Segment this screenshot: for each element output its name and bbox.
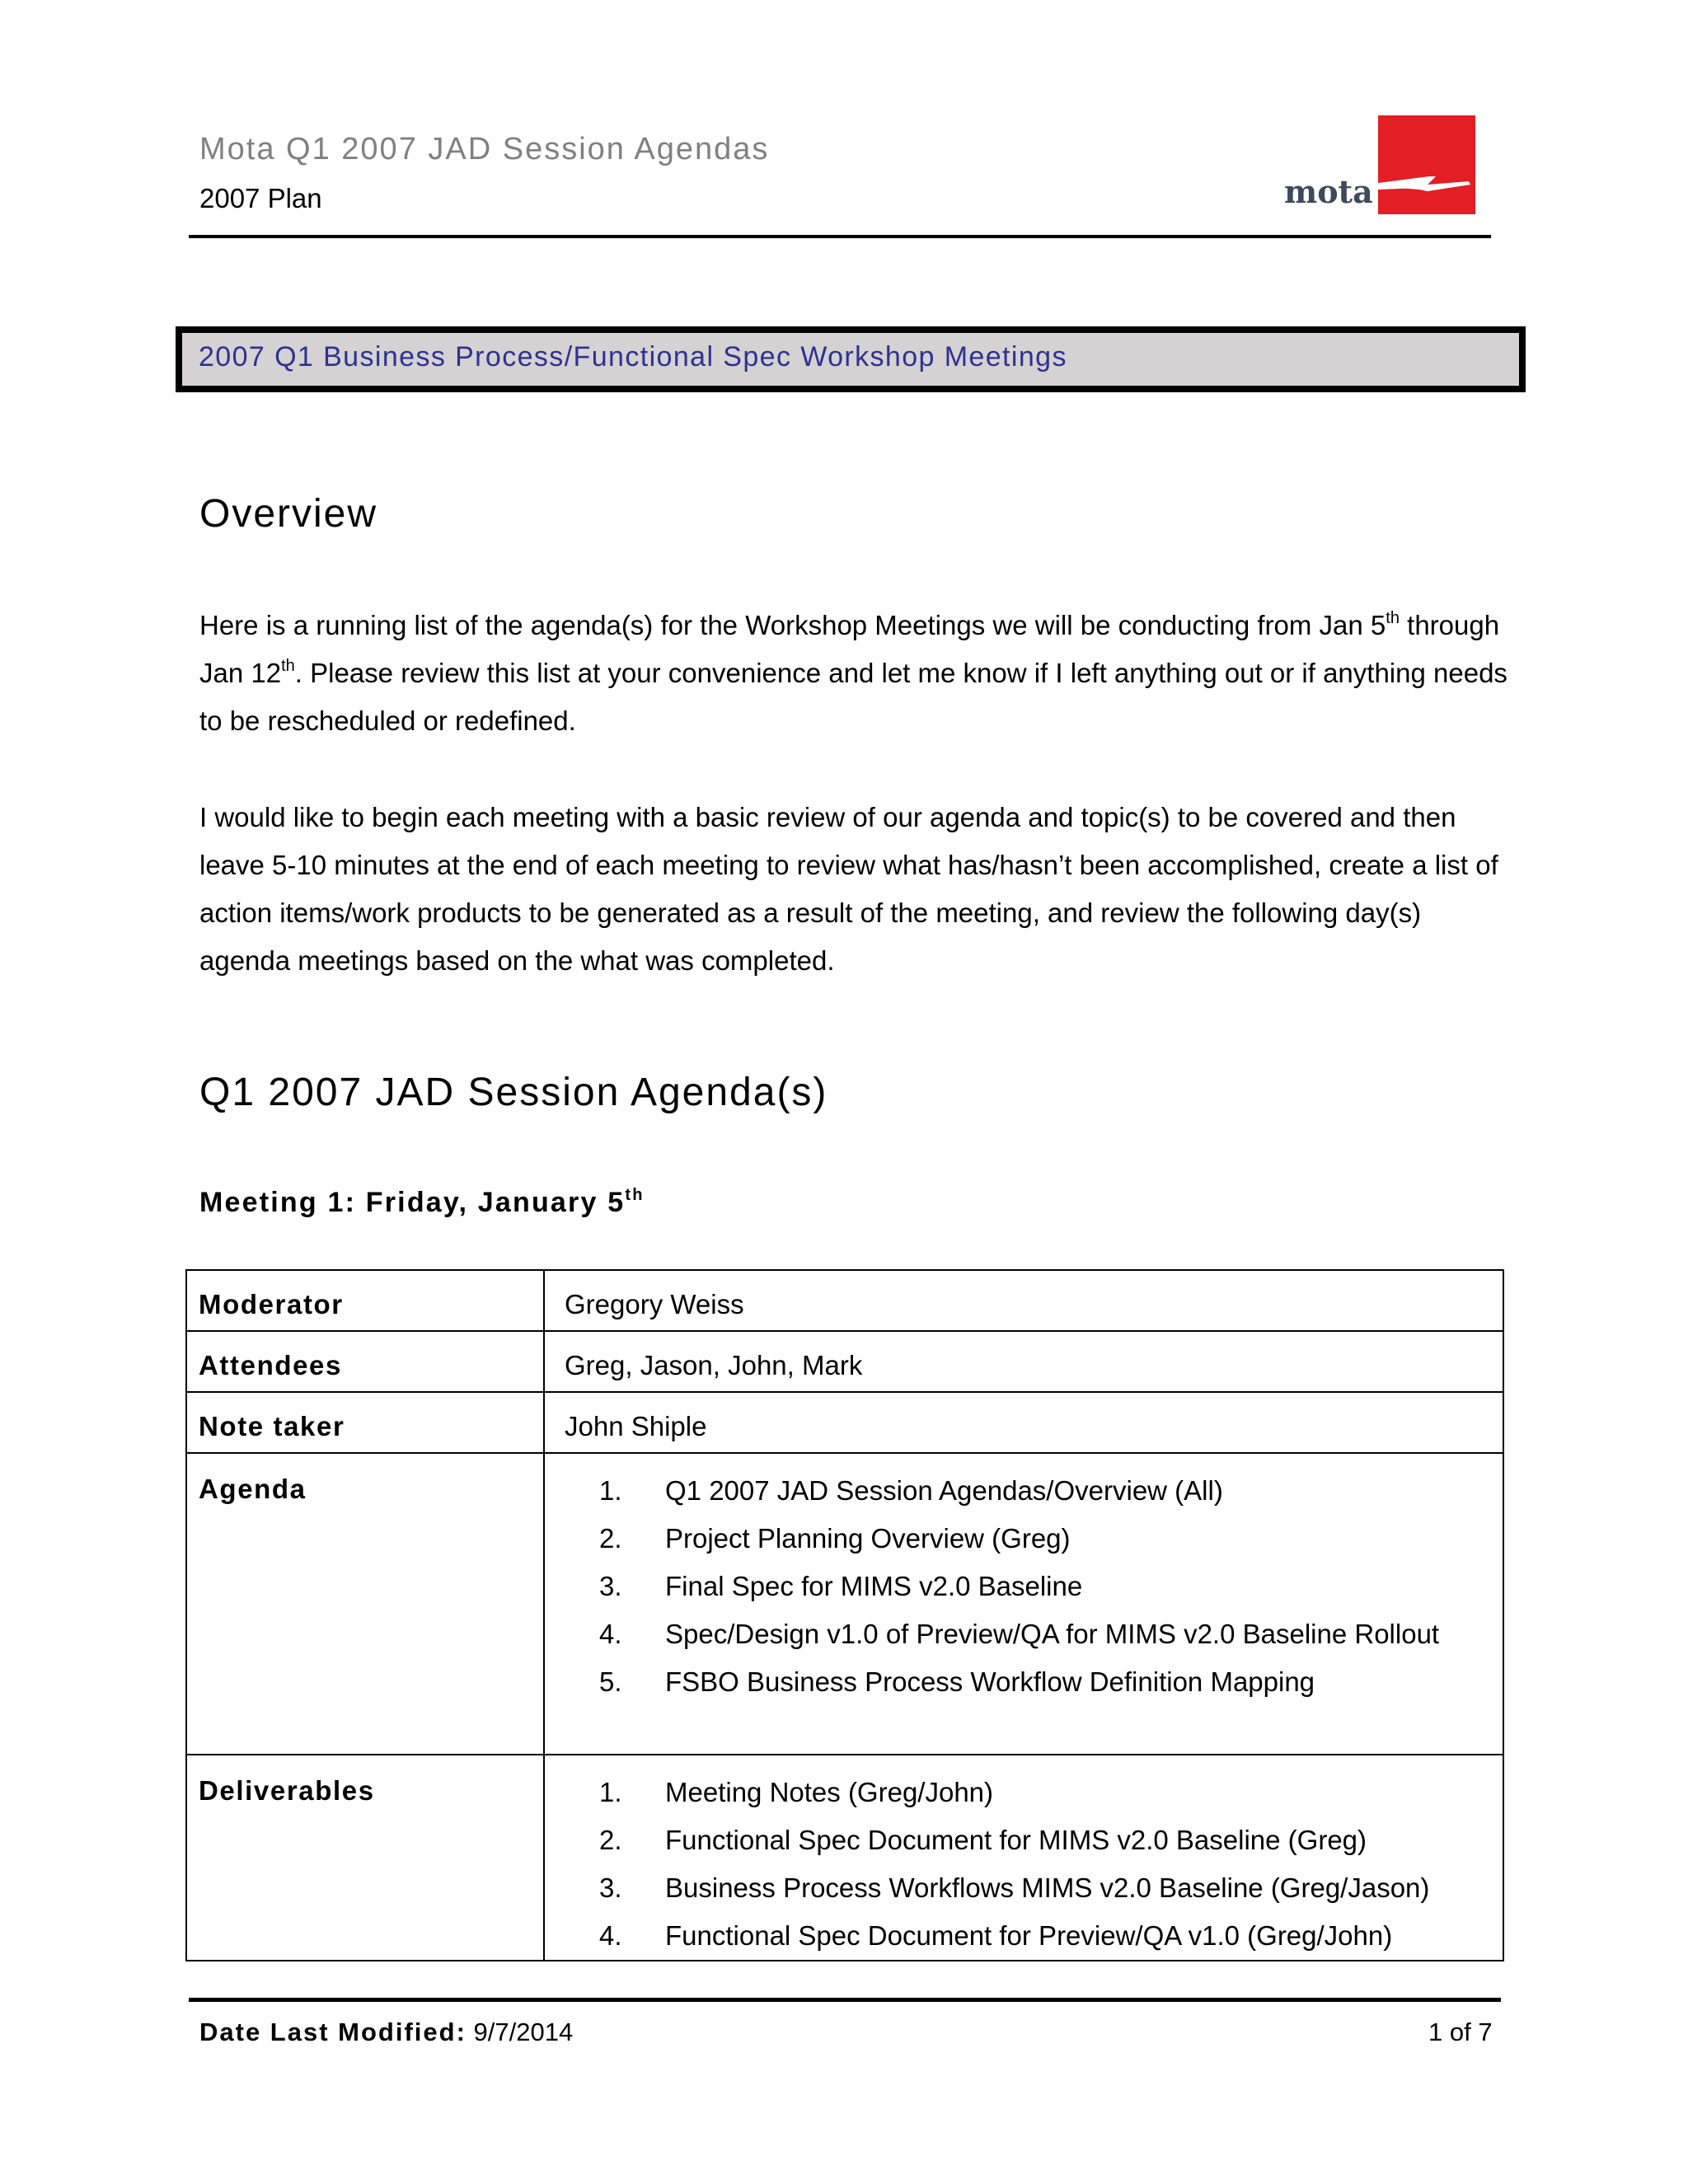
mota-logo (1284, 115, 1475, 218)
list-number: 3. (599, 1872, 622, 1903)
list-number: 4. (599, 1920, 622, 1951)
deliverables-list (545, 1769, 1503, 1960)
list-text: Q1 2007 JAD Session Agendas/Overview (All) (665, 1475, 1223, 1506)
p1-text-a: Here is a running list of the agenda(s) for the Workshop Meetings we will be conducting from Jan 5 (199, 610, 1386, 640)
list-number: 5. (599, 1666, 622, 1697)
list-item (545, 1816, 1503, 1864)
table-row-agenda (186, 1453, 1503, 1755)
list-number: 3. (599, 1571, 622, 1601)
overview-heading: Overview (199, 492, 378, 536)
p2-text: I would like to begin each meeting with a basic review of our agenda and topic(s) to be covered and then leave 5-10 minutes at the end of each meeting to review what has/hasn’t been accomplished, create a list of action items/work products to be generated as a result of the meeting, and review the following day(s) agenda meetings based on the what was completed. (199, 802, 1498, 976)
p1-text-b: through Jan 12 (199, 610, 1500, 688)
list-text: Final Spec for MIMS v2.0 Baseline (665, 1571, 1083, 1601)
list-text: Functional Spec Document for Preview/QA v1.0 (Greg/John) (665, 1920, 1393, 1951)
document-title: Mota Q1 2007 JAD Session Agendas (199, 132, 770, 166)
p1-text-c: . Please review this list at your convenience and let me know if I left anything out or if anything needs to be rescheduled or redefined. (199, 658, 1507, 736)
overview-paragraph-2 (199, 794, 1518, 985)
list-number: 1. (599, 1475, 622, 1506)
table-row-deliverables (186, 1755, 1503, 1961)
list-text: Project Planning Overview (Greg) (665, 1523, 1071, 1554)
list-item (545, 1515, 1503, 1563)
date-modified-value: 9/7/2014 (473, 2018, 574, 2046)
list-item (545, 1864, 1503, 1912)
date-modified-label: Date Last Modified: (199, 2018, 467, 2046)
note-taker-label: Note taker (186, 1392, 544, 1453)
table-row-attendees (186, 1331, 1503, 1392)
footer-divider (189, 1998, 1501, 2002)
logo-plane-icon (1378, 115, 1475, 214)
list-text: Business Process Workflows MIMS v2.0 Baseline (Greg/Jason) (665, 1872, 1430, 1903)
list-text: Spec/Design v1.0 of Preview/QA for MIMS v2.0 Baseline Rollout (665, 1619, 1440, 1649)
attendees-label: Attendees (186, 1331, 544, 1392)
note-taker-value: John Shiple (544, 1392, 1503, 1453)
list-number: 4. (599, 1619, 622, 1649)
agenda-label: Agenda (186, 1453, 544, 1755)
list-item (545, 1563, 1503, 1610)
list-item (545, 1912, 1503, 1960)
agendas-heading: Q1 2007 JAD Session Agenda(s) (199, 1071, 828, 1114)
table-row-note-taker (186, 1392, 1503, 1453)
list-item (545, 1769, 1503, 1816)
agenda-list (545, 1467, 1503, 1706)
list-item (545, 1658, 1503, 1706)
list-number: 2. (599, 1825, 622, 1855)
document-subtitle: 2007 Plan (199, 183, 322, 213)
list-text: FSBO Business Process Workflow Definition Mapping (665, 1666, 1315, 1697)
p1-sup-1: th (1386, 609, 1400, 627)
list-text: Functional Spec Document for MIMS v2.0 Baseline (Greg) (665, 1825, 1367, 1855)
meeting-1-title (199, 1187, 645, 1219)
list-item (545, 1467, 1503, 1515)
p1-sup-2: th (281, 657, 295, 675)
meeting-1-title-text: Meeting 1: Friday, January 5 (199, 1187, 626, 1218)
header-divider (189, 235, 1491, 238)
overview-paragraph-1 (199, 602, 1518, 745)
logo-red-square (1378, 115, 1475, 214)
banner-title: 2007 Q1 Business Process/Functional Spec Workshop Meetings (199, 341, 1067, 373)
attendees-value: Greg, Jason, John, Mark (544, 1331, 1503, 1392)
table-row-moderator (186, 1270, 1503, 1331)
list-text: Meeting Notes (Greg/John) (665, 1777, 994, 1807)
deliverables-value (544, 1755, 1503, 1961)
agenda-value (544, 1453, 1503, 1755)
logo-wordmark: mota (1284, 173, 1373, 210)
list-item (545, 1610, 1503, 1658)
list-number: 1. (599, 1777, 622, 1807)
moderator-value: Gregory Weiss (544, 1270, 1503, 1331)
moderator-label: Moderator (186, 1270, 544, 1331)
page-number: 1 of 7 (1428, 2018, 1493, 2046)
list-number: 2. (599, 1523, 622, 1554)
meeting-1-title-sup: th (625, 1186, 645, 1204)
meeting-1-table (185, 1269, 1504, 1961)
footer-date (199, 2018, 573, 2047)
deliverables-label: Deliverables (186, 1755, 544, 1961)
section-banner (176, 326, 1526, 392)
